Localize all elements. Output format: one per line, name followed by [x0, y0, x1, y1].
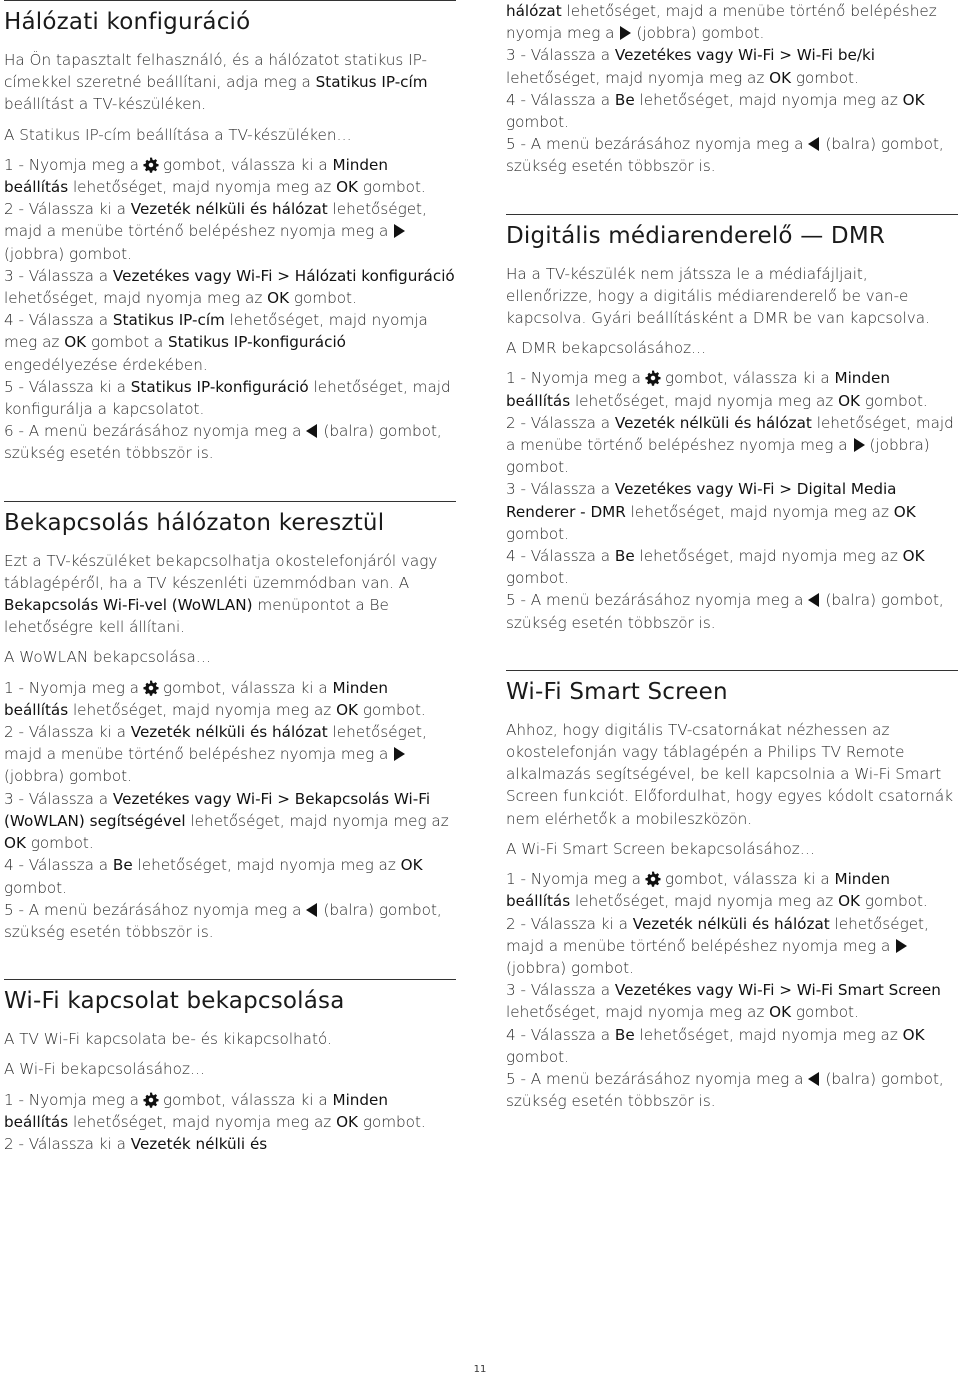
lead-text: A WoWLAN bekapcsolása… — [4, 648, 211, 667]
arrow-left-icon — [807, 1071, 821, 1087]
section-title: Wi-Fi Smart Screen — [506, 678, 728, 705]
step-4: 4 - Válassza a Be lehetőséget, majd nyomja meg az OK gombot. — [4, 856, 423, 897]
section-dmr — [506, 221, 958, 634]
left-column — [4, 0, 456, 1155]
step-3: 3 - Válassza a Vezetékes vagy Wi-Fi > Wi-Fi Smart Screen lehetőséget, majd nyomja meg az OK gombot. — [506, 981, 941, 1022]
section-gap — [4, 943, 456, 979]
arrow-left-icon — [305, 902, 319, 918]
gear-icon — [645, 370, 661, 386]
step-5: 5 - A menü bezárásához nyomja meg a (balra) gombot, szükség esetén többször is. — [506, 135, 944, 176]
section-intro: A TV Wi-Fi kapcsolata be- és kikapcsolható. — [4, 1030, 332, 1049]
section-rule — [506, 670, 958, 671]
step-3: 3 - Válassza a Vezetékes vagy Wi-Fi > Wi-Fi be/ki lehetőséget, majd nyomja meg az OK gombot. — [506, 46, 875, 87]
step-1: 1 - Nyomja meg a gombot, válassza ki a Minden beállítás lehetőséget, majd nyomja meg az OK gombot. — [506, 870, 928, 911]
section-intro: Ha Ön tapasztalt felhasználó, és a hálózatot statikus IP-címekkel szeretné beállítani, adja meg a Statikus IP-cím beállítást a TV-készüléken. — [4, 51, 428, 114]
section-gap — [506, 178, 958, 214]
step-2-continued: hálózat lehetőséget, majd a menübe történő belépéshez nyomja meg a (jobbra) gombot. — [506, 2, 937, 43]
step-4: 4 - Válassza a Be lehetőséget, majd nyomja meg az OK gombot. — [506, 547, 925, 588]
arrow-right-icon — [852, 437, 866, 453]
step-2: 2 - Válassza ki a Vezeték nélküli és hálózat lehetőséget, majd a menübe történő belépéshez nyomja meg a(jobbra) gombot. — [4, 723, 427, 786]
section-title: Bekapcsolás hálózaton keresztül — [4, 509, 385, 536]
section-intro: Ezt a TV-készüléket bekapcsolhatja okostelefonjáról vagy táblagépéről, ha a TV készenléti üzemmódban van. A Bekapcsolás Wi-Fi-vel (WoWLAN) menüpontot a Be lehetőségre kell állítani. — [4, 551, 438, 637]
step-4: 4 - Válassza a Be lehetőséget, majd nyomja meg az OK gombot. — [506, 90, 925, 132]
section-wifi-on-continued — [506, 0, 958, 178]
step-2: 2 - Válassza ki a Vezeték nélküli és — [4, 1134, 268, 1153]
section-rule — [4, 0, 456, 1]
step-5: 5 - Válassza ki a Statikus IP-konfiguráció lehetőséget, majd konfigurálja a kapcsolatot. — [4, 377, 451, 419]
section-title: Digitális médiarenderelő — DMR — [506, 222, 886, 249]
step-1: 1 - Nyomja meg a gombot, válassza ki a Minden beállítás lehetőséget, majd nyomja meg az OK gombot. — [4, 1090, 426, 1131]
gear-icon — [143, 157, 159, 173]
step-2: 2 - Válassza ki a Vezeték nélküli és hálózat lehetőséget, majd a menübe történő belépéshez nyomja meg a(jobbra) gombot. — [506, 914, 929, 977]
step-4: 4 - Válassza a Be lehetőséget, majd nyomja meg az OK gombot. — [506, 1025, 925, 1066]
step-2: 2 - Válassza ki a Vezeték nélküli és hálózat lehetőséget, majd a menübe történő belépéshez nyomja meg a(jobbra) gombot. — [4, 200, 427, 263]
arrow-left-icon — [807, 136, 821, 152]
section-intro: Ahhoz, hogy digitális TV-csatornákat nézhessen az okostelefonján vagy táblagépén a Philips TV Remote alkalmazás segítségével, be kell kapcsolnia a Wi-Fi Smart Screen funkciót. Előfordulhat, hogy egyes kódolt csatornák nem elérhetők a mobileszközön. — [506, 720, 954, 828]
section-title: Wi-Fi kapcsolat bekapcsolása — [4, 988, 345, 1015]
step-4: 4 - Válassza a Statikus IP-cím lehetőséget, majd nyomja meg az OK gombot a Statikus IP-konfiguráció engedélyezése érdekében. — [4, 311, 428, 374]
step-2: 2 - Válassza a Vezeték nélküli és hálózat lehetőséget, majd a menübe történő belépéshez nyomja meg a (jobbra) gombot. — [506, 413, 954, 477]
arrow-right-icon — [392, 223, 406, 239]
section-network-config — [4, 7, 456, 465]
gear-icon — [143, 680, 159, 696]
section-rule — [4, 501, 456, 502]
right-column — [506, 0, 958, 1112]
step-6: 6 - A menü bezárásához nyomja meg a (balra) gombot, szükség esetén többször is. — [4, 422, 442, 463]
step-5: 5 - A menü bezárásához nyomja meg a (balra) gombot, szükség esetén többször is. — [506, 591, 944, 632]
section-wowlan — [4, 508, 456, 943]
step-1: 1 - Nyomja meg a gombot, válassza ki a Minden beállítás lehetőséget, majd nyomja meg az OK gombot. — [4, 678, 426, 719]
step-3: 3 - Válassza a Vezetékes vagy Wi-Fi > Hálózati konfiguráció lehetőséget, majd nyomja meg az OK gombot. — [4, 266, 455, 308]
gear-icon — [143, 1092, 159, 1108]
arrow-left-icon — [305, 423, 319, 439]
step-3: 3 - Válassza a Vezetékes vagy Wi-Fi > Digital Media Renderer - DMR lehetőséget, majd nyomja meg az OK gombot. — [506, 480, 916, 543]
step-5: 5 - A menü bezárásához nyomja meg a (balra) gombot, szükség esetén többször is. — [506, 1069, 944, 1111]
arrow-right-icon — [392, 746, 406, 762]
section-gap — [506, 634, 958, 670]
step-1: 1 - Nyomja meg a gombot, válassza ki a Minden beállítás lehetőséget, majd nyomja meg az OK gombot. — [506, 369, 928, 410]
lead-text: A Wi-Fi bekapcsolásához… — [4, 1060, 206, 1079]
section-rule — [506, 214, 958, 215]
arrow-right-icon — [618, 25, 632, 41]
section-wifi-on — [4, 986, 456, 1155]
step-3: 3 - Válassza a Vezetékes vagy Wi-Fi > Bekapcsolás Wi-Fi (WoWLAN) segítségével lehetőséget, majd nyomja meg az OK gombot. — [4, 789, 449, 853]
section-title: Hálózati konfiguráció — [4, 9, 251, 35]
arrow-right-icon — [894, 938, 908, 954]
gear-icon — [645, 871, 661, 887]
section-rule — [4, 979, 456, 980]
page-number: 11 — [473, 1364, 487, 1375]
section-gap — [4, 465, 456, 501]
step-1: 1 - Nyomja meg a gombot, válassza ki a Minden beállítás lehetőséget, majd nyomja meg az OK gombot. — [4, 155, 426, 197]
section-intro: Ha a TV-készülék nem játssza le a médiafájljait, ellenőrizze, hogy a digitális médiarenderelő be van-e kapcsolva. Gyári beállításként a DMR be van kapcsolva. — [506, 264, 930, 328]
lead-text: A DMR bekapcsolásához… — [506, 339, 707, 358]
arrow-left-icon — [807, 592, 821, 608]
step-5: 5 - A menü bezárásához nyomja meg a (balra) gombot, szükség esetén többször is. — [4, 900, 442, 941]
lead-text: A Statikus IP-cím beállítása a TV-készüléken… — [4, 125, 352, 144]
section-smart-screen — [506, 677, 958, 1112]
lead-text: A Wi-Fi Smart Screen bekapcsolásához… — [506, 839, 815, 858]
